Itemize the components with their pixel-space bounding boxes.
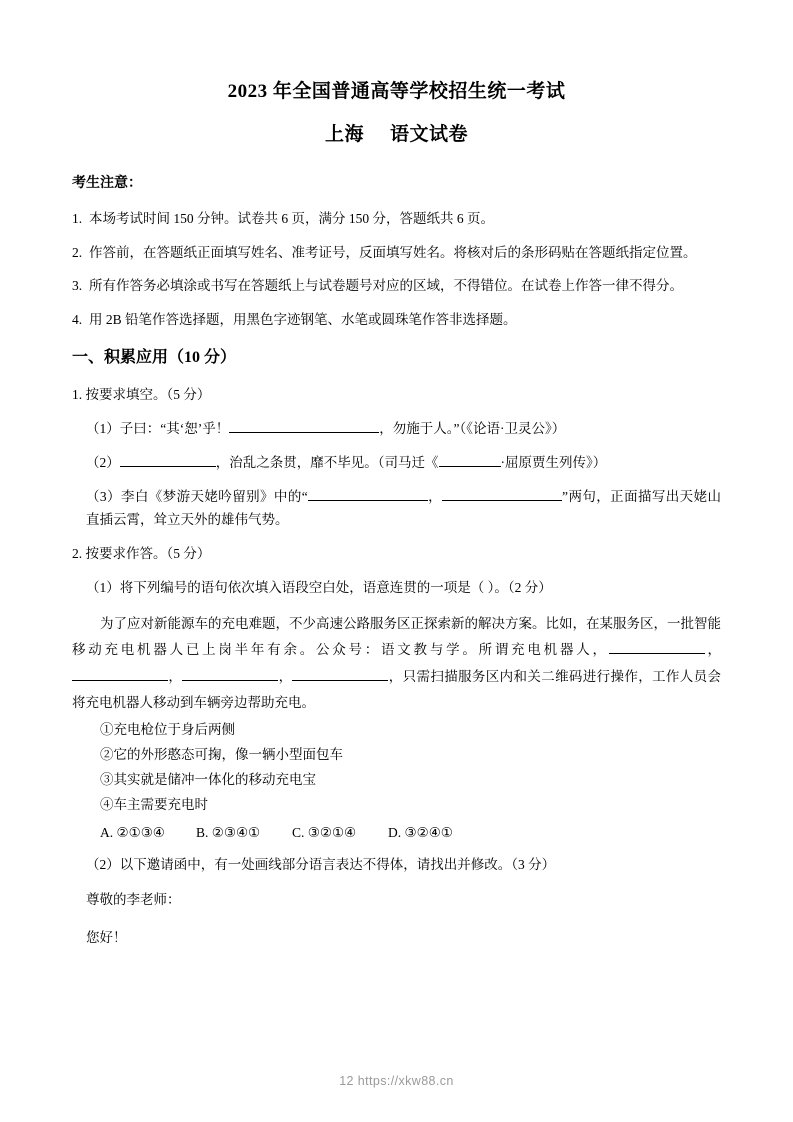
fill-blank — [439, 466, 501, 467]
answer-choices — [72, 820, 721, 846]
passage-text-c: ， — [168, 668, 183, 684]
letter-salutation: 尊敬的李老师： — [86, 891, 181, 907]
notice-number: 2. — [72, 244, 83, 260]
notice-text: 所有作答务必填涂或书写在答题纸上与试卷题号对应的区域，不得错位。在试卷上作答一律不得分。 — [89, 278, 683, 294]
fill-blank — [609, 653, 705, 654]
notice-heading: 考生注意： — [72, 176, 142, 191]
fill-blank — [442, 500, 562, 501]
choice-b: B. ②③④① — [196, 825, 261, 841]
question-1-item-2 — [72, 452, 721, 475]
item-text-after: ”两句，正面描写出天姥山直插云霄，耸立天外的雄伟气势。 — [86, 489, 721, 528]
passage-option-1: ①充电枪位于身后两侧 — [100, 722, 235, 738]
question-2-sub-1: （1）将下列编号的语句依次填入语段空白处，语意连贯的一项是（ ）。（2 分） — [86, 580, 552, 595]
choice-d: D. ③②④① — [388, 825, 453, 841]
question-1-stem: 1. 按要求填空。（5 分） — [72, 387, 211, 403]
section-heading-1: 一、积累应用（10 分） — [72, 349, 237, 367]
item-label: （3） — [86, 489, 121, 505]
passage-paragraph — [72, 611, 721, 716]
notice-item — [72, 208, 721, 230]
subtitle-region: 上海 — [324, 123, 364, 145]
passage-text-a: 为了应对新能源车的充电难题，不少高速公路服务区正探索新的解决方案。比如，在某服务区，一批智能移动充电机器人已上岗半年有余。公众号：语文教与学。所谓充电机器人， — [72, 615, 721, 658]
passage-text-d: ， — [278, 668, 293, 684]
notice-number: 1. — [72, 211, 83, 226]
page-footer: 12 https://xkw88.cn — [339, 1074, 454, 1088]
subtitle-subject: 语文试卷 — [390, 123, 469, 145]
notice-text: 用 2B 铅笔作答选择题，用黑色字迹钢笔、水笔或圆珠笔作答非选择题。 — [89, 311, 517, 327]
passage-text-e: ，只需扫描服务区内和关二维码进行操作，工作人员会将充电机器人移动到车辆旁边帮助充电。 — [72, 668, 722, 710]
notice-text: 本场考试时间 150 分钟。试卷共 6 页，满分 150 分，答题纸共 6 页。 — [89, 211, 494, 226]
notice-item — [72, 275, 721, 297]
passage-option-4: ④车主需要充电时 — [100, 797, 208, 813]
item-text-before: 李白《梦游天姥吟留别》中的“ — [120, 489, 308, 505]
item-text-middle: ，治乱之条贯，靡不毕见。（司马迁《 — [215, 455, 439, 471]
choice-c: C. ③②①④ — [292, 825, 357, 841]
item-label: （1） — [86, 421, 120, 437]
passage-text-b: ， — [704, 642, 721, 658]
fill-blank — [229, 432, 379, 433]
question-1-item-3 — [72, 486, 721, 532]
fill-blank — [182, 680, 278, 681]
fill-blank — [120, 466, 216, 467]
item-text-middle: ， — [427, 489, 443, 505]
notice-item — [72, 309, 721, 331]
passage-option-2: ②它的外形憨态可掬，像一辆小型面包车 — [100, 747, 343, 763]
item-text-after: ·屈原贾生列传》） — [500, 455, 607, 471]
question-1-item-1 — [72, 418, 721, 441]
notice-number: 3. — [72, 278, 83, 294]
letter-greeting: 您好！ — [86, 929, 127, 945]
question-2-stem: 2. 按要求作答。（5 分） — [72, 546, 211, 562]
item-text-before: 子曰：“其‘恕’乎！ — [119, 421, 230, 437]
fill-blank — [308, 500, 428, 501]
item-label: （2） — [86, 455, 120, 471]
notice-item — [72, 242, 721, 264]
fill-blank — [292, 680, 388, 681]
notice-number: 4. — [72, 311, 83, 327]
fill-blank — [72, 680, 168, 681]
question-2-sub-2: （2）以下邀请函中，有一处画线部分语言表达不得体，请找出并修改。（3 分） — [86, 856, 556, 872]
page-subtitle — [72, 121, 721, 150]
choice-a: A. ②①③④ — [100, 825, 165, 841]
passage-option-3: ③其实就是储冲一体化的移动充电宝 — [100, 772, 316, 788]
page-title: 2023 年全国普通高等学校招生统一考试 — [227, 81, 566, 102]
item-text-after: ，勿施于人。”（《论语·卫灵公》） — [379, 421, 566, 437]
notice-text: 作答前，在答题纸正面填写姓名、准考证号，反面填写姓名。将核对后的条形码贴在答题纸指定位置。 — [89, 244, 697, 260]
